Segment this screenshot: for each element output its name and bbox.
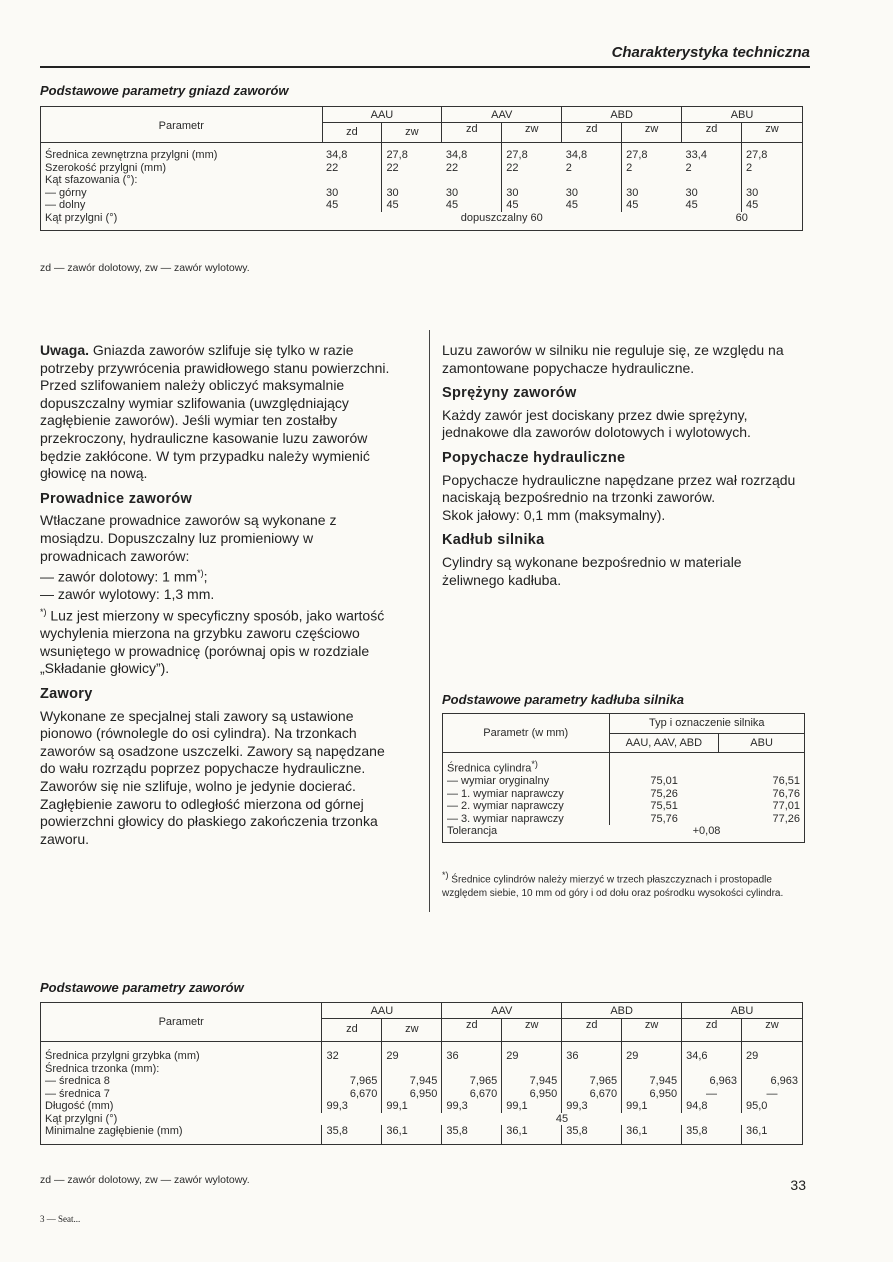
seats-engine-abu: ABU <box>682 107 803 123</box>
seats-engine-aau: AAU <box>322 107 442 123</box>
valves-cell: 94,8 <box>682 1100 742 1113</box>
seats-cell: 2 <box>622 162 682 175</box>
block-cell: 75,76 <box>609 813 719 826</box>
footnote-mark: *) <box>197 568 204 579</box>
page-number: 33 <box>790 1177 806 1193</box>
guides-note: *) Luz jest mierzony w specyficzny sposób, jako wartość wychylenia mierzona na grzybku zaworu częściowo wsuniętego w prowadnicę (porównaj opis w rozdziale „Składanie głowicy”). <box>40 606 385 677</box>
seats-angle-shared: dopuszczalny 60 <box>460 211 543 224</box>
seats-cell: 45 <box>502 199 562 212</box>
valves-label: Minimalne zagłębienie (mm) <box>45 1125 183 1137</box>
seats-cell: 30 <box>326 186 339 199</box>
seats-cell: 33,4 <box>685 149 707 161</box>
seats-cell: 30 <box>502 187 562 200</box>
seats-cell: 2 <box>565 161 572 174</box>
guides-heading: Prowadnice zaworów <box>40 490 193 507</box>
valves-cell: 99,1 <box>502 1100 562 1113</box>
valves-cell: 36,1 <box>742 1125 803 1144</box>
valves-sub-zd: zd <box>322 1018 382 1042</box>
valves-engine-aav: AAV <box>442 1003 562 1019</box>
seats-cell: 45 <box>741 199 802 212</box>
valves-cell: 7,945 <box>622 1075 682 1088</box>
seats-cell: 45 <box>445 199 459 211</box>
valves-sub-zw: zw <box>502 1018 562 1042</box>
seats-sub-zd: zd <box>322 122 382 143</box>
valves-cell: 36 <box>562 1042 622 1063</box>
block-label: — wymiar oryginalny <box>447 775 550 788</box>
seats-cell: 2 <box>741 162 802 175</box>
springs-text: Każdy zawór jest dociskany przez dwie sprężyny, jednakowe dla zaworów dolotowych i wylotowych. <box>442 406 751 441</box>
valves-cell: — <box>742 1088 803 1101</box>
seats-cell: 30 <box>445 186 459 199</box>
seats-cell: 27,8 <box>382 143 442 162</box>
springs-heading: Sprężyny zaworów <box>442 385 577 402</box>
seats-cell: 45 <box>565 199 578 211</box>
uwaga-text: Gniazda zaworów szlifuje się tylko w razie potrzeby przywrócenia prawidłowego stanu powierzchni. Przed szlifowaniem należy obliczyć maksymalnie dopuszczalny wymiar szlifowania (uwzględniający zagłębienie zaworów). Jeśli wymiar ten zostałby przekroczony, hydrauliczne kasowanie luzu zaworów będzie zakłócone. W tym przypadku należy wymienić głowicę na nową. <box>40 342 390 482</box>
block-col-aau-aav-abd: AAU, AAV, ABD <box>609 733 719 753</box>
seats-sub-zd: zd <box>442 122 502 143</box>
valves-cell: 6,670 <box>322 1088 382 1101</box>
valves-cell: 35,8 <box>682 1125 742 1144</box>
valves-angle: 45 <box>555 1112 569 1125</box>
valves-sub-zw: zw <box>742 1018 803 1042</box>
valves-cell: 99,3 <box>442 1100 502 1113</box>
valves-cell: 99,1 <box>622 1100 682 1113</box>
valves-cell: 35,8 <box>322 1125 382 1144</box>
seats-cell: 45 <box>326 199 339 211</box>
valves-text: Wykonane ze specjalnej stali zawory są ustawione pionowo (równolegle do osi cylindra). Na trzonkach zaworów są osadzone uszczelki. Zawory są napędzane do wału rozrządu poprzez popychacze hydrauliczne. <box>40 707 385 777</box>
valves-cell: 6,950 <box>502 1088 562 1101</box>
valves-cell: 29 <box>502 1042 562 1063</box>
lifters-heading: Popychacze hydrauliczne <box>442 449 626 466</box>
valves-label: — średnica 8 <box>45 1075 110 1087</box>
uwaga-paragraph <box>40 342 403 483</box>
seats-cell: 45 <box>685 199 698 211</box>
valves-cell: 7,945 <box>502 1075 562 1088</box>
valves-cell: 36 <box>442 1042 502 1063</box>
valves-table <box>40 1002 803 1145</box>
valves-cell: 29 <box>742 1042 803 1063</box>
block-heading: Kadłub silnika <box>442 532 545 549</box>
valves-cell: 95,0 <box>742 1100 803 1113</box>
seats-cell: 34,8 <box>445 149 468 161</box>
block-label: — 3. wymiar naprawczy <box>447 812 564 825</box>
block-group-header: Typ i oznaczenie silnika <box>609 714 804 734</box>
valves-engine-abu: ABU <box>682 1003 803 1019</box>
column-divider <box>429 330 430 912</box>
valves-cell: 29 <box>382 1042 442 1063</box>
footer-book-ref: 3 — Seat... <box>40 1214 81 1224</box>
block-cell: 75,01 <box>609 775 719 788</box>
valves-param-header: Parametr <box>41 1003 322 1042</box>
seats-cell: 30 <box>565 186 578 199</box>
valves-cell: 36,1 <box>622 1125 682 1144</box>
valves-cell: 36,1 <box>382 1125 442 1144</box>
valves-cell: — <box>682 1088 742 1101</box>
valves-cell: 6,950 <box>382 1088 442 1101</box>
footnote-mark: *) <box>40 606 47 617</box>
lifters-text: Popychacze hydrauliczne napędzane przez wał rozrządu naciskają bezpośrednio na trzonki zaworów. <box>442 471 796 506</box>
seats-sub-zw: zw <box>622 122 682 143</box>
guides-item: — zawór wylotowy: 1,3 mm. <box>40 586 215 603</box>
valves-cell: 35,8 <box>562 1125 622 1144</box>
valves-cell: 6,670 <box>562 1088 622 1101</box>
seats-sub-zd: zd <box>562 122 622 143</box>
footnote-mark: *) <box>531 759 538 769</box>
valves-sub-zd: zd <box>562 1018 622 1042</box>
seats-label: Kąt przylgni (°) <box>45 211 118 224</box>
seats-cell: 22 <box>382 162 442 175</box>
valves-cell: 7,965 <box>322 1075 382 1088</box>
valves-sub-zw: zw <box>622 1018 682 1042</box>
seats-footnote: zd — zawór dolotowy, zw — zawór wylotowy. <box>40 262 250 274</box>
lifters-stroke: Skok jałowy: 0,1 mm (maksymalny). <box>442 506 666 523</box>
block-label: — 1. wymiar naprawczy <box>447 787 564 800</box>
block-cell: 76,51 <box>772 775 800 788</box>
block-table-title: Podstawowe parametry kadłuba silnika <box>442 692 685 707</box>
valves-cell: 99,1 <box>382 1100 442 1113</box>
valves-sub-zw: zw <box>382 1018 442 1042</box>
valves-cell: 99,3 <box>322 1100 382 1113</box>
block-cell: 75,51 <box>609 800 719 813</box>
intro-text: Luzu zaworów w silniku nie reguluje się, ze względu na zamontowane popychacze hydrauliczne. <box>442 342 784 376</box>
block-label: — 2. wymiar naprawczy <box>447 800 564 813</box>
block-cell: 75,26 <box>609 788 719 801</box>
seats-label: — dolny <box>45 199 86 211</box>
guides-text: Wtłaczane prowadnice zaworów są wykonane z mosiądzu. Dopuszczalny luz promieniowy w prowadnicach zaworów: <box>40 512 337 564</box>
valves-cell: 6,963 <box>742 1075 803 1088</box>
block-cell: 77,01 <box>772 800 800 813</box>
valves-label: Średnica przylgni grzybka (mm) <box>45 1050 200 1062</box>
block-tolerance: +0,08 <box>692 825 721 838</box>
seats-cell: 45 <box>382 199 442 212</box>
seats-label: Średnica zewnętrzna przylgni (mm) <box>45 149 218 161</box>
seats-cell: 22 <box>326 161 339 174</box>
valves-label: Średnica trzonka (mm): <box>45 1062 160 1075</box>
valves-cell: 99,3 <box>562 1100 622 1113</box>
seats-cell: 22 <box>445 161 459 174</box>
valves-cell: 35,8 <box>442 1125 502 1144</box>
seats-sub-zw: zw <box>382 122 442 143</box>
seats-label: Szerokość przylgni (mm) <box>45 161 167 174</box>
seats-angle-abu: 60 <box>735 211 748 224</box>
valves-sub-zd: zd <box>682 1018 742 1042</box>
block-table <box>442 713 805 843</box>
valves-cell: 7,965 <box>442 1075 502 1088</box>
seats-engine-aav: AAV <box>442 107 562 123</box>
block-label: Tolerancja <box>447 825 498 838</box>
seats-label: Kąt sfazowania (°): <box>45 174 138 186</box>
valves-heading: Zawory <box>40 686 93 702</box>
valves-cell: 6,963 <box>682 1075 742 1088</box>
valves-cell: 7,965 <box>562 1075 622 1088</box>
left-column <box>40 342 403 848</box>
valves-label: Kąt przylgni (°) <box>45 1112 118 1125</box>
valves-table-title: Podstawowe parametry zaworów <box>40 980 244 995</box>
block-footnote: *) Średnice cylindrów należy mierzyć w trzech płaszczyznach i prostopadle względem siebie, 10 mm od góry i od dołu oraz pośrodku wysokości cylindra. <box>442 870 784 900</box>
right-column <box>442 342 805 589</box>
valves-text: Zaworów się nie szlifuje, wolno je jedynie docierać. Zagłębienie zaworu to odległość mierzona od górnej powierzchni głowicy do płaskiego zakończenia trzonka zaworu. <box>40 777 378 847</box>
valves-footnote: zd — zawór dolotowy, zw — zawór wylotowy. <box>40 1174 250 1186</box>
block-cell: 76,76 <box>772 787 800 800</box>
valves-engine-aau: AAU <box>322 1003 442 1019</box>
seats-cell: 34,8 <box>565 149 588 161</box>
valves-sub-zd: zd <box>442 1018 502 1042</box>
seats-cell: 30 <box>622 187 682 200</box>
block-text: Cylindry są wykonane bezpośrednio w materiale żeliwnego kadłuba. <box>442 553 742 588</box>
guides-item: — zawór dolotowy: 1 mm*); <box>40 568 208 585</box>
seats-table-title: Podstawowe parametry gniazd zaworów <box>40 83 289 98</box>
seats-cell: 30 <box>382 187 442 200</box>
seats-label: — górny <box>45 186 87 199</box>
block-col-abu: ABU <box>719 733 805 753</box>
seats-cell: 30 <box>685 186 698 199</box>
block-param-header: Parametr (w mm) <box>443 714 610 753</box>
valves-label: — średnica 7 <box>45 1087 110 1100</box>
valves-engine-abd: ABD <box>562 1003 682 1019</box>
valves-cell: 6,950 <box>622 1088 682 1101</box>
seats-cell: 27,8 <box>622 143 682 162</box>
valves-cell: 34,6 <box>682 1042 742 1063</box>
header-rule <box>40 66 810 68</box>
seats-cell: 27,8 <box>502 143 562 162</box>
seats-sub-zd: zd <box>682 122 742 143</box>
seats-table <box>40 106 803 231</box>
running-header: Charakterystyka techniczna <box>611 44 810 61</box>
seats-sub-zw: zw <box>741 122 802 143</box>
seats-cell: 2 <box>685 161 692 174</box>
seats-cell: 45 <box>622 199 682 212</box>
block-cell: 77,26 <box>772 812 800 825</box>
seats-engine-abd: ABD <box>562 107 682 123</box>
seats-cell: 27,8 <box>741 143 802 162</box>
valves-label: Długość (mm) <box>45 1100 114 1112</box>
valves-cell: 7,945 <box>382 1075 442 1088</box>
seats-cell: 34,8 <box>326 149 348 161</box>
valves-cell: 32 <box>322 1042 382 1063</box>
seats-cell: 30 <box>741 187 802 200</box>
seats-cell: 22 <box>502 162 562 175</box>
seats-sub-zw: zw <box>502 122 562 143</box>
valves-cell: 6,670 <box>442 1088 502 1101</box>
uwaga-label: Uwaga. <box>40 342 90 358</box>
block-label: Średnica cylindra*) <box>447 759 538 775</box>
valves-cell: 36,1 <box>502 1125 562 1144</box>
valves-cell: 29 <box>622 1042 682 1063</box>
seats-param-header: Parametr <box>41 107 323 143</box>
